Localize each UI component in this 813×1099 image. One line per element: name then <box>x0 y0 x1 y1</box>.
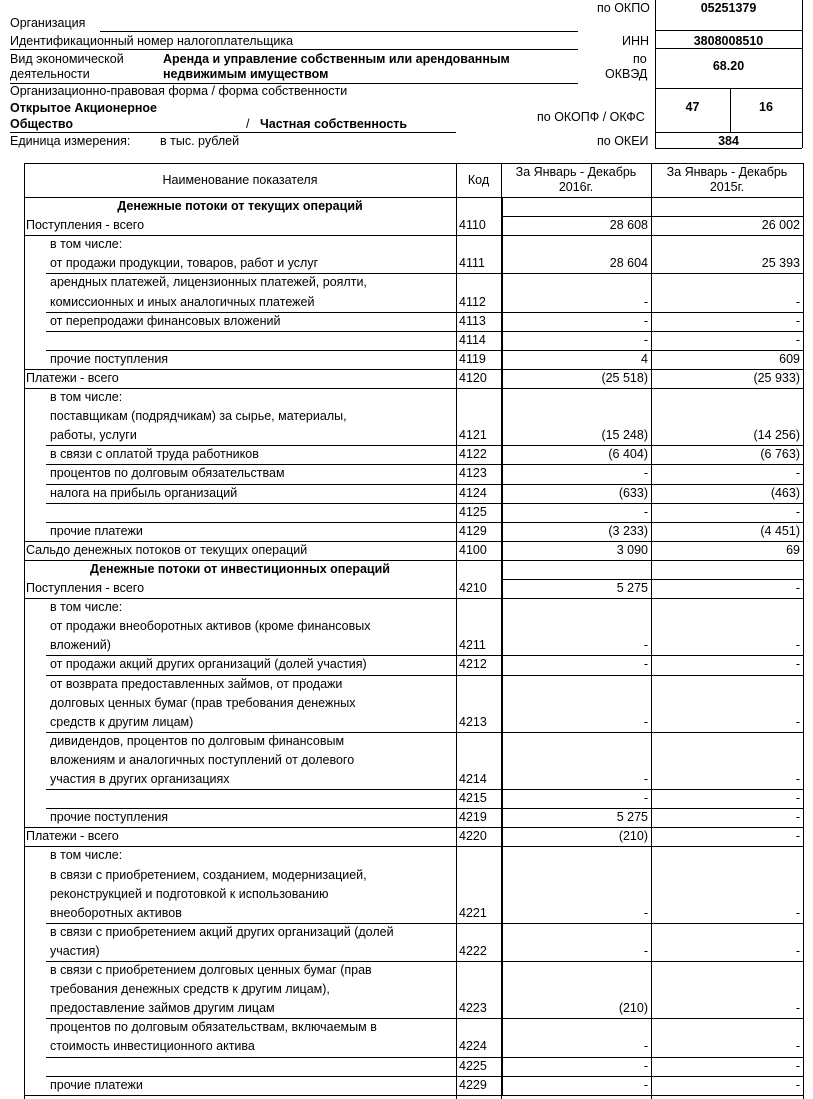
value-2015: - <box>795 1039 800 1054</box>
column-header-2015-line1: За Январь - Декабрь <box>666 165 788 179</box>
row-code: 4229 <box>459 1077 487 1092</box>
value-2015: 609 <box>779 351 800 366</box>
row-label: Сальдо денежных потоков от текущих операций <box>26 542 308 557</box>
legal-form-line2: Общество <box>10 117 74 131</box>
value-2015: (6 763) <box>760 447 800 462</box>
section-title: Денежные потоки от текущих операций <box>117 199 363 213</box>
row-label: процентов по долговым обязательствам <box>50 466 285 481</box>
row-label: дивидендов, процентов по долговым финансовым <box>50 733 345 748</box>
value-2015: - <box>795 332 800 347</box>
row-code: 4119 <box>459 351 486 366</box>
value-2015: - <box>795 810 800 825</box>
value-2016: - <box>643 294 648 309</box>
value-2015: - <box>795 1001 800 1016</box>
row-label: от перепродажи финансовых вложений <box>50 313 281 328</box>
okopf-value: 47 <box>685 100 700 114</box>
row-code: 4210 <box>459 581 487 595</box>
row-code: 4113 <box>459 313 486 328</box>
row-label: работы, услуги <box>50 428 137 443</box>
value-2016: (210) <box>618 829 648 844</box>
value-2015: - <box>795 943 800 958</box>
activity-value-line2: недвижимым имуществом <box>163 67 329 81</box>
row-code: 4223 <box>459 1001 487 1016</box>
value-2016: - <box>643 905 648 920</box>
value-2016: - <box>643 313 648 328</box>
row-label: в том числе: <box>50 237 123 252</box>
value-2015: (25 933) <box>753 370 800 385</box>
value-2016: (6 404) <box>608 447 648 462</box>
value-2015: (463) <box>770 485 800 500</box>
value-2016: (633) <box>618 485 648 500</box>
inn-label: ИНН <box>622 34 650 48</box>
value-2015: - <box>795 714 800 729</box>
value-2016: (210) <box>618 1001 648 1016</box>
value-2016: (3 233) <box>608 523 648 538</box>
value-2015: 25 393 <box>761 256 800 271</box>
activity-value-line1: Аренда и управление собственным или арендованным <box>163 52 510 66</box>
column-header-code: Код <box>467 173 490 187</box>
okei-label: по ОКЕИ <box>597 134 649 148</box>
column-header-name: Наименование показателя <box>162 173 318 187</box>
row-code: 4129 <box>459 523 487 538</box>
value-2016: 4 <box>641 351 648 366</box>
value-2016: (15 248) <box>601 428 648 443</box>
section-title: Денежные потоки от инвестиционных операций <box>90 561 390 576</box>
row-label: средств к другим лицам) <box>50 714 194 729</box>
row-code: 4225 <box>459 1058 487 1073</box>
row-code: 4224 <box>459 1039 487 1054</box>
legal-form-line1: Открытое Акционерное <box>10 101 157 115</box>
value-2015: - <box>795 638 800 653</box>
activity-label-line2: деятельности <box>10 67 90 81</box>
row-code: 4221 <box>459 905 487 920</box>
row-code: 4125 <box>459 504 487 519</box>
row-label: прочие платежи <box>50 523 143 538</box>
value-2016: - <box>643 1077 648 1092</box>
row-code: 4220 <box>459 829 487 844</box>
value-2016: - <box>643 714 648 729</box>
ownership-form: Частная собственность <box>260 117 408 131</box>
row-label: Поступления - всего <box>26 218 145 233</box>
row-code: 4124 <box>459 485 487 500</box>
okved-label-line2: ОКВЭД <box>605 67 648 81</box>
row-label: вложениям и аналогичных поступлений от долевого <box>50 752 355 767</box>
row-label: в том числе: <box>50 390 123 404</box>
row-label: реконструкцией и подготовкой к использованию <box>50 886 329 901</box>
row-label: внеоборотных активов <box>50 905 182 920</box>
value-2016: - <box>643 943 648 958</box>
value-2015: - <box>795 657 800 672</box>
value-2016: - <box>643 772 648 786</box>
value-2016: - <box>643 791 648 806</box>
okei-value: 384 <box>718 134 739 148</box>
activity-label-line1: Вид экономической <box>10 52 124 66</box>
row-label: в связи с приобретением, созданием, модернизацией, <box>50 867 367 882</box>
value-2015: - <box>795 905 800 920</box>
row-label: от возврата предоставленных займов, от продажи <box>50 676 343 691</box>
value-2015: - <box>795 504 800 519</box>
value-2015: (14 256) <box>753 428 800 443</box>
value-2016: 28 604 <box>609 256 648 271</box>
row-label: комиссионных и иных аналогичных платежей <box>50 294 315 309</box>
value-2016: - <box>643 504 648 519</box>
value-2015: (4 451) <box>760 523 800 538</box>
row-code: 4120 <box>459 370 487 385</box>
value-2016: - <box>643 1058 648 1073</box>
row-label: предоставление займов другим лицам <box>50 1001 275 1016</box>
row-label: от продажи акций других организаций (долей участия) <box>50 657 367 672</box>
value-2015: - <box>795 829 800 844</box>
row-label: Платежи - всего <box>26 370 119 385</box>
row-label: долговых ценных бумаг (прав требования денежных <box>50 695 356 710</box>
row-code: 4214 <box>459 772 487 786</box>
okpo-label: по ОКПО <box>597 1 650 15</box>
row-label: налога на прибыль организаций <box>50 485 238 500</box>
row-label: в связи с оплатой труда работников <box>50 447 259 462</box>
okfs-value: 16 <box>759 100 773 114</box>
value-2016: - <box>643 332 648 347</box>
row-code: 4110 <box>459 218 486 233</box>
row-code: 4114 <box>459 332 486 347</box>
row-label: участия) <box>50 943 100 958</box>
row-code: 4213 <box>459 714 487 729</box>
row-label: от продажи продукции, товаров, работ и услуг <box>50 256 319 271</box>
value-2016: (25 518) <box>601 370 648 385</box>
row-label: арендных платежей, лицензионных платежей, роялти, <box>50 275 367 290</box>
row-label: прочие платежи <box>50 1077 143 1092</box>
row-code: 4211 <box>459 638 486 653</box>
row-label: в том числе: <box>50 600 123 615</box>
column-header-2016-line1: За Январь - Декабрь <box>515 165 637 179</box>
row-code: 4215 <box>459 791 487 806</box>
value-2015: - <box>795 313 800 328</box>
row-label: в том числе: <box>50 848 123 863</box>
column-header-2015-line2: 2015г. <box>709 180 745 194</box>
legal-form-label: Организационно-правовая форма / форма собственности <box>10 84 348 98</box>
legal-form-slash: / <box>246 117 250 131</box>
value-2015: 69 <box>786 542 800 557</box>
okved-label-line1: по <box>633 52 647 66</box>
value-2015: - <box>795 791 800 806</box>
row-code: 4122 <box>459 447 487 462</box>
row-code: 4121 <box>459 428 487 443</box>
okpo-value: 05251379 <box>700 1 757 15</box>
row-label: поставщикам (подрядчикам) за сырье, материалы, <box>50 409 347 424</box>
value-2016: - <box>643 657 648 672</box>
okved-value: 68.20 <box>712 59 745 73</box>
row-code: 4212 <box>459 657 487 672</box>
row-label: Поступления - всего <box>26 581 145 595</box>
value-2015: - <box>795 581 800 595</box>
row-label: прочие поступления <box>50 810 169 825</box>
row-code: 4222 <box>459 943 487 958</box>
value-2015: - <box>795 1077 800 1092</box>
value-2016: 5 275 <box>616 581 648 595</box>
row-label: стоимость инвестиционного актива <box>50 1039 255 1054</box>
okopf-label: по ОКОПФ / ОКФС <box>537 110 645 124</box>
value-2016: 3 090 <box>616 542 648 557</box>
column-header-2016-line2: 2016г. <box>558 180 594 194</box>
row-code: 4123 <box>459 466 487 481</box>
value-2016: - <box>643 1039 648 1054</box>
value-2015: - <box>795 1058 800 1073</box>
value-2016: 5 275 <box>616 810 648 825</box>
inn-left-label: Идентификационный номер налогоплательщика <box>10 34 294 48</box>
value-2015: - <box>795 772 800 786</box>
row-label: в связи с приобретением долговых ценных бумаг (прав <box>50 963 372 977</box>
row-label: от продажи внеоборотных активов (кроме финансовых <box>50 619 371 634</box>
row-code: 4100 <box>459 542 487 557</box>
row-label: вложений) <box>50 638 111 653</box>
value-2015: - <box>795 294 800 309</box>
row-label: в связи с приобретением акций других организаций (долей <box>50 924 394 939</box>
value-2015: 26 002 <box>761 218 800 233</box>
value-2016: 28 608 <box>609 218 648 233</box>
unit-value: в тыс. рублей <box>160 134 240 148</box>
value-2015: - <box>795 466 800 481</box>
row-label: требования денежных средств к другим лицам), <box>50 982 330 997</box>
row-label: процентов по долговым обязательствам, включаемым в <box>50 1020 377 1035</box>
row-code: 4111 <box>459 256 485 271</box>
row-label: прочие поступления <box>50 351 169 366</box>
organization-label: Организация <box>10 16 86 30</box>
row-code: 4112 <box>459 294 486 309</box>
row-code: 4219 <box>459 810 487 825</box>
row-label: Платежи - всего <box>26 829 119 844</box>
value-2016: - <box>643 638 648 653</box>
unit-label: Единица измерения: <box>10 134 131 148</box>
inn-value: 3808008510 <box>693 34 764 48</box>
row-label: участия в других организациях <box>50 772 230 786</box>
value-2016: - <box>643 466 648 481</box>
